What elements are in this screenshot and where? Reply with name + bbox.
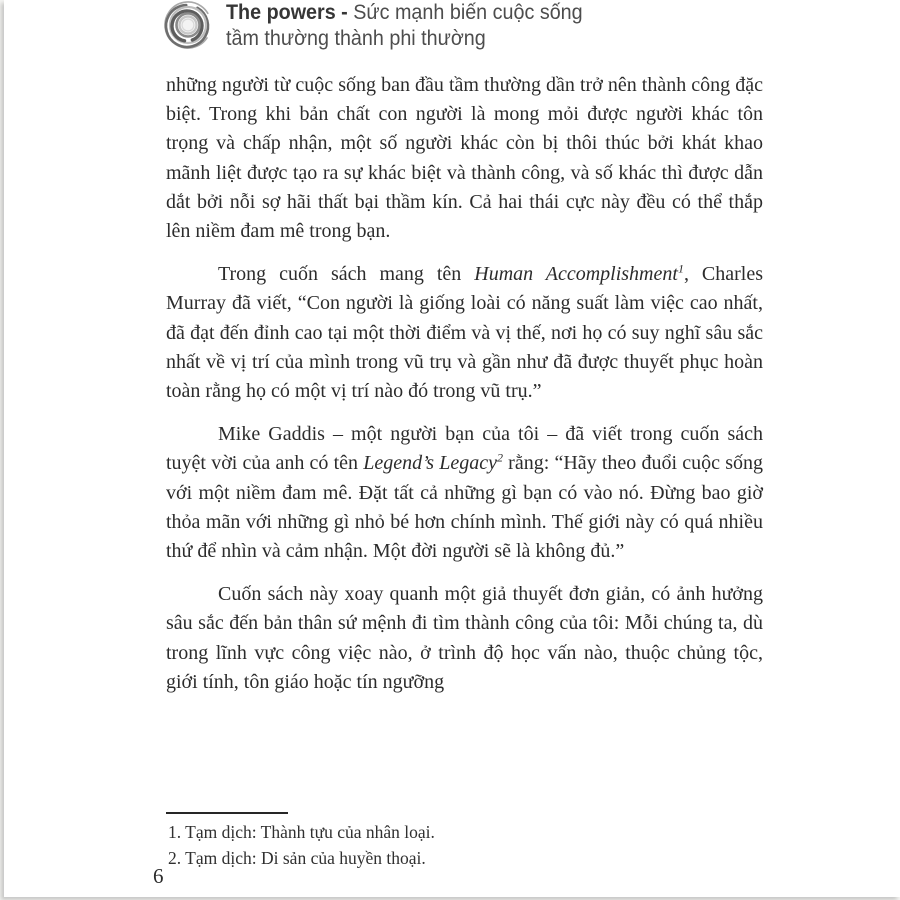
footnote-1: 1. Tạm dịch: Thành tựu của nhân loại. [168,822,435,842]
book-page [4,0,900,897]
book-title-line1 [226,0,583,26]
book-title-header [226,0,583,52]
spiral-logo-svg [160,0,216,52]
paragraph-2-post: , Charles Murray đã viết, “Con người là giống loài có năng suất làm việc cao nhất, đã đạt đến đỉnh cao tại một thời điểm và vị thế, nơi họ có suy nghĩ sâu sắc nhất về vị trí của mình trong vũ trụ và gần như đã được thuyết phục hoàn toàn rằng họ có một vị trí nào đó trong vũ trụ.” [166,263,764,403]
paragraph-1 [166,71,763,246]
paragraph-2-pre: Trong cuốn sách mang tên [218,263,475,286]
book-title-line2: tầm thường thành phi thường [226,27,486,50]
book-title-legends-legacy: Legend’s Legacy [363,452,497,475]
paragraph-3-post: rằng: “Hãy theo đuổi cuộc sống với một niềm đam mê. Đặt tất cả những gì bạn có vào nó. Đừng bao giờ thỏa mãn với những gì nhỏ bé hơn chính mình. Thế giới này có quá nhiều thứ để nhìn và cảm nhận. Một đời người sẽ là không đủ.” [166,452,763,563]
book-title-human-accomplishment: Human Accomplishment [474,263,678,286]
paragraph-3-pre: Mike Gaddis – một người bạn của tôi – đã viết trong cuốn sách tuyệt vời của anh có tên [166,423,763,475]
book-title-rest: Sức mạnh biến cuộc sống [353,1,583,24]
footnote-2: 2. Tạm dịch: Di sản của huyền thoại. [168,848,426,868]
paragraph-4-text: Cuốn sách này xoay quanh một giả thuyết đơn giản, có ảnh hưởng sâu sắc đến bản thân sứ mệnh đi tìm thành công của tôi: Mỗi chúng ta, dù trong lĩnh vực công việc nào, ở trình độ học vấn nào, thuộc chủng tộc, giới tính, tôn giáo hoặc tín ngưỡng [166,583,763,693]
body-text [166,71,763,711]
footnote-divider [166,812,288,814]
paragraph-2 [166,260,763,406]
paragraph-3 [166,420,763,566]
paragraph-1-text: những người từ cuộc sống ban đầu tầm thường dần trở nên thành công đặc biệt. Trong khi bản chất con người là mong mỏi được người khác tôn trọng và chấp nhận, một số người khác còn bị thôi thúc bởi khát khao mãnh liệt được tạo ra sự khác biệt và thành công, và số khác thì được dẫn dắt bởi nỗi sợ hãi thất bại thầm kín. Cả hai thái cực này đều có thể thắp lên niềm đam mê trong bạn. [166,74,763,243]
publisher-spiral-logo-icon [160,0,216,52]
book-title-bold: The powers - [226,1,354,24]
footnote-ref-1: 1 [677,261,684,276]
footnote-ref-2: 2 [496,450,503,465]
paragraph-4 [166,580,763,697]
page-number: 6 [153,864,164,888]
